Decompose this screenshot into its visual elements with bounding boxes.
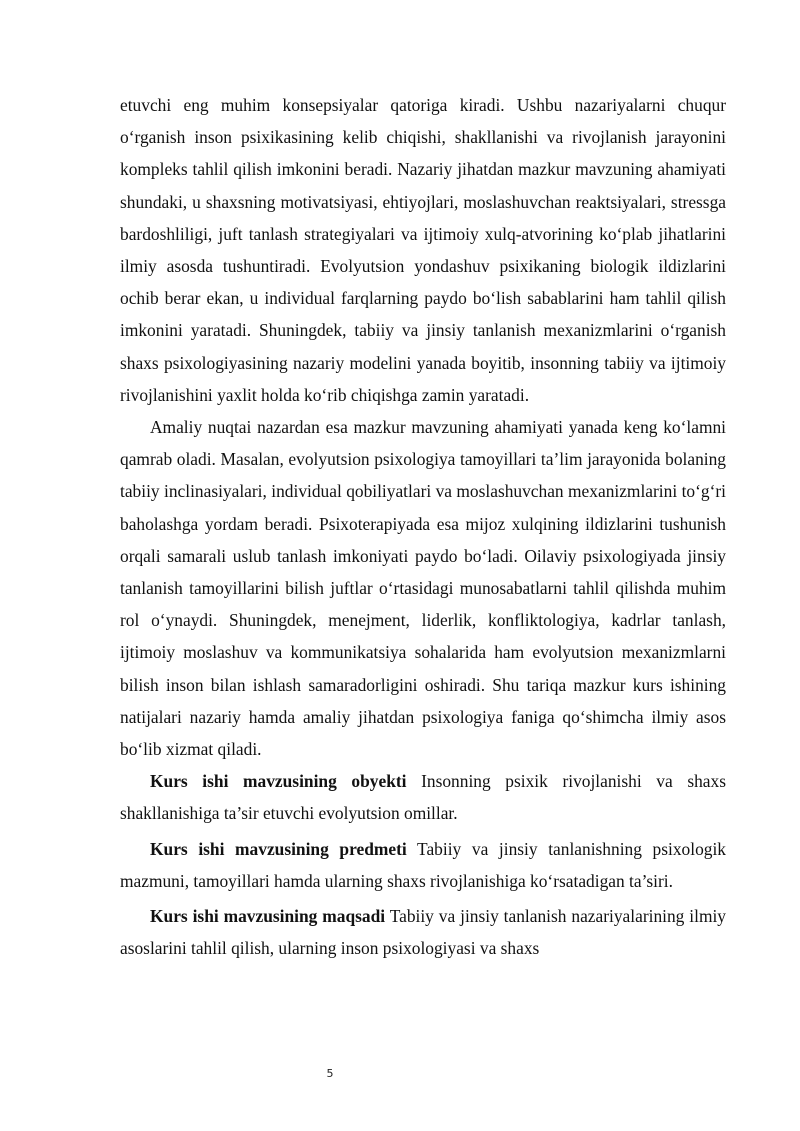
paragraph-research-goal bbox=[120, 900, 726, 964]
research-goal-text: Tabiiy va jinsiy tanlanish nazariyalarining ilmiy asoslarini tahlil qilish, ularning inson psixologiyasi va shaxs bbox=[120, 906, 726, 959]
research-object-label: Kurs ishi mavzusining obyekti bbox=[150, 771, 407, 792]
research-object-text: Insonning psixik rivojlanishi va shaxs shakllanishiga ta’sir etuvchi evolyutsion omillar. bbox=[120, 771, 726, 824]
page-number: 5 bbox=[326, 1067, 334, 1080]
paragraph-intro-continuation: etuvchi eng muhim konsepsiyalar qatoriga kiradi. Ushbu nazariyalarni chuqur o‘rganish inson psixikasining kelib chiqishi, shakllanishi va rivojlanish jarayonini kompleks tahlil qilish imkonini beradi. Nazariy jihatdan mazkur mavzuning ahamiyati shundaki, u shaxsning motivatsiyasi, ehtiyojlari, moslashuvchan reaktsiyalari, stressga bardoshliligi, juft tanlash strategiyalari va ijtimoiy xulq-atvorining ko‘plab jihatlarini ilmiy asosda tushuntiradi. Evolyutsion yondashuv psixikaning biologik ildizlarini ochib berar ekan, u individual farqlarning paydo bo‘lish sabablarini ham tahlil qilish imkonini yaratadi. Shuningdek, tabiiy va jinsiy tanlanish mexanizmlarini o‘rganish shaxs psixologiyasining nazariy modelini yanada boyitib, insonning tabiiy va ijtimoiy rivojlanishini yaxlit holda ko‘rib chiqishga zamin yaratadi. bbox=[120, 95, 726, 405]
paragraph-research-subject bbox=[120, 833, 726, 897]
page-body bbox=[120, 89, 726, 964]
paragraph-practical-significance: Amaliy nuqtai nazardan esa mazkur mavzuning ahamiyati yanada keng ko‘lamni qamrab oladi. Masalan, evolyutsion psixologiya tamoyillari ta’lim jarayonida bolaning tabiiy inclinasiyalari, individual qobiliyatlari va moslashuvchan mexanizmlarini to‘g‘ri baholashga yordam beradi. Psixoterapiyada esa mijoz xulqining ildizlarini tushunish orqali samarali uslub tanlash imkoniyati paydo bo‘ladi. Oilaviy psixologiyada jinsiy tanlanish tamoyillarini bilish juftlar o‘rtasidagi munosabatlarni tahlil qilishda muhim rol o‘ynaydi. Shuningdek, menejment, liderlik, konfliktologiya, kadrlar tanlash, ijtimoiy moslashuv va kommunikatsiya sohalarida ham evolyutsion mexanizmlarni bilish inson bilan ishlash samaradorligini oshiradi. Shu tariqa mazkur kurs ishining natijalari nazariy hamda amaliy jihatdan psixologiya faniga qo‘shimcha ilmiy asos bo‘lib xizmat qiladi. bbox=[120, 417, 726, 760]
research-goal-label: Kurs ishi mavzusining maqsadi bbox=[150, 906, 386, 927]
research-subject-text: Tabiiy va jinsiy tanlanishning psixologik mazmuni, tamoyillari hamda ularning shaxs rivojlanishiga ko‘rsatadigan ta’siri. bbox=[120, 838, 726, 891]
paragraph-research-object bbox=[120, 765, 726, 829]
research-subject-label: Kurs ishi mavzusining predmeti bbox=[150, 838, 407, 859]
